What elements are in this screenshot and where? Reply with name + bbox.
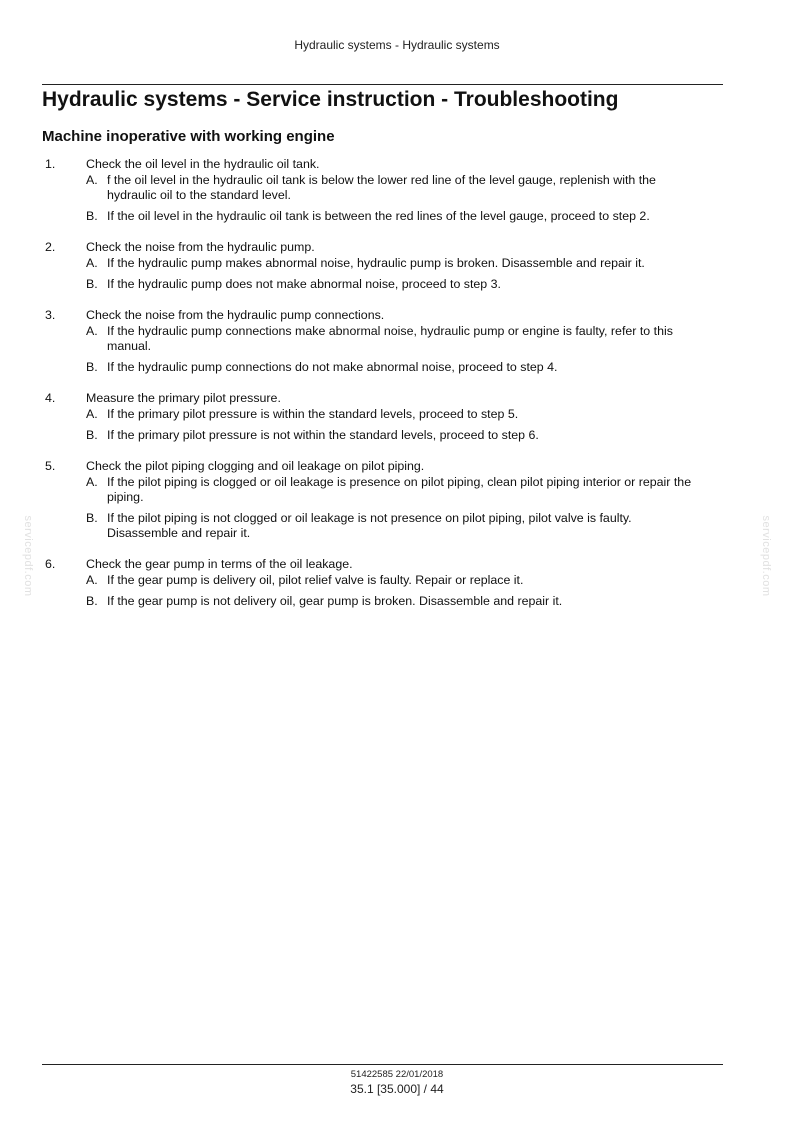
step-instruction: Check the pilot piping clogging and oil leakage on pilot piping. (86, 459, 425, 473)
substep-text: If the oil level in the hydraulic oil tank is between the red lines of the level gauge, proceed to step 2. (107, 209, 650, 223)
section-heading: Machine inoperative with working engine (42, 128, 335, 145)
substep-item (86, 475, 705, 505)
substep-letter: A. (86, 173, 98, 187)
header-divider (42, 84, 723, 85)
substep-text: If the pilot piping is not clogged or oil leakage is not presence on pilot piping, pilot valve is faulty. Disassemble and repair it. (107, 511, 632, 540)
step-number: 3. (45, 308, 56, 322)
step-instruction: Check the noise from the hydraulic pump. (86, 240, 315, 254)
substep-item (86, 573, 705, 588)
substep-text: If the hydraulic pump connections make abnormal noise, hydraulic pump or engine is faulty, refer to this manual. (107, 324, 673, 353)
substep-letter: B. (86, 277, 98, 291)
step-number: 2. (45, 240, 56, 254)
step-substeps (45, 173, 705, 224)
substep-text: If the primary pilot pressure is not within the standard levels, proceed to step 6. (107, 428, 539, 442)
step-substeps (45, 407, 705, 443)
substep-letter: B. (86, 209, 98, 223)
step-instruction: Measure the primary pilot pressure. (86, 391, 281, 405)
substep-item (86, 173, 705, 203)
step-instruction: Check the noise from the hydraulic pump connections. (86, 308, 385, 322)
footer-divider (42, 1064, 723, 1065)
substep-text: If the hydraulic pump makes abnormal noise, hydraulic pump is broken. Disassemble and repair it. (107, 256, 645, 270)
substep-letter: A. (86, 324, 98, 338)
substep-text: If the primary pilot pressure is within the standard levels, proceed to step 5. (107, 407, 519, 421)
substep-item (86, 407, 705, 422)
step-number: 1. (45, 157, 56, 171)
step-substeps (45, 256, 705, 292)
substep-letter: A. (86, 475, 98, 489)
step-number: 6. (45, 557, 56, 571)
substep-text: If the pilot piping is clogged or oil leakage is presence on pilot piping, clean pilot piping interior or repair the piping. (107, 475, 692, 504)
step-substeps (45, 475, 705, 541)
substep-item (86, 209, 705, 224)
step-item (45, 157, 705, 224)
step-item (45, 557, 705, 609)
substep-letter: A. (86, 573, 98, 587)
substep-text: If the gear pump is delivery oil, pilot relief valve is faulty. Repair or replace it. (107, 573, 524, 587)
substep-text: f the oil level in the hydraulic oil tank is below the lower red line of the level gauge, replenish with the hydraulic oil to the standard level. (107, 173, 656, 202)
step-number: 5. (45, 459, 56, 473)
substep-letter: B. (86, 428, 98, 442)
step-substeps (45, 324, 705, 375)
page-number: 35.1 [35.000] / 44 (350, 1082, 444, 1096)
substep-letter: B. (86, 360, 98, 374)
step-item (45, 308, 705, 375)
watermark-right: servicepdf.com (760, 515, 772, 597)
substep-item (86, 594, 705, 609)
running-header: Hydraulic systems - Hydraulic systems (294, 38, 500, 52)
substep-item (86, 256, 705, 271)
substep-item (86, 360, 705, 375)
substep-letter: B. (86, 594, 98, 608)
substep-item (86, 277, 705, 292)
page-title: Hydraulic systems - Service instruction - Troubleshooting (42, 88, 619, 111)
step-instruction: Check the gear pump in terms of the oil leakage. (86, 557, 353, 571)
substep-letter: B. (86, 511, 98, 525)
step-number: 4. (45, 391, 56, 405)
substep-text: If the hydraulic pump does not make abnormal noise, proceed to step 3. (107, 277, 501, 291)
document-code: 51422585 22/01/2018 (350, 1069, 444, 1080)
substep-item (86, 324, 705, 354)
watermark-left: servicepdf.com (22, 515, 34, 597)
step-item (45, 459, 705, 541)
step-substeps (45, 573, 705, 609)
substep-item (86, 428, 705, 443)
step-item (45, 391, 705, 443)
step-item (45, 240, 705, 292)
substep-text: If the gear pump is not delivery oil, gear pump is broken. Disassemble and repair it. (107, 594, 563, 608)
troubleshooting-steps (45, 157, 705, 625)
substep-item (86, 511, 705, 541)
substep-letter: A. (86, 407, 98, 421)
substep-letter: A. (86, 256, 98, 270)
substep-text: If the hydraulic pump connections do not make abnormal noise, proceed to step 4. (107, 360, 558, 374)
step-instruction: Check the oil level in the hydraulic oil tank. (86, 157, 320, 171)
